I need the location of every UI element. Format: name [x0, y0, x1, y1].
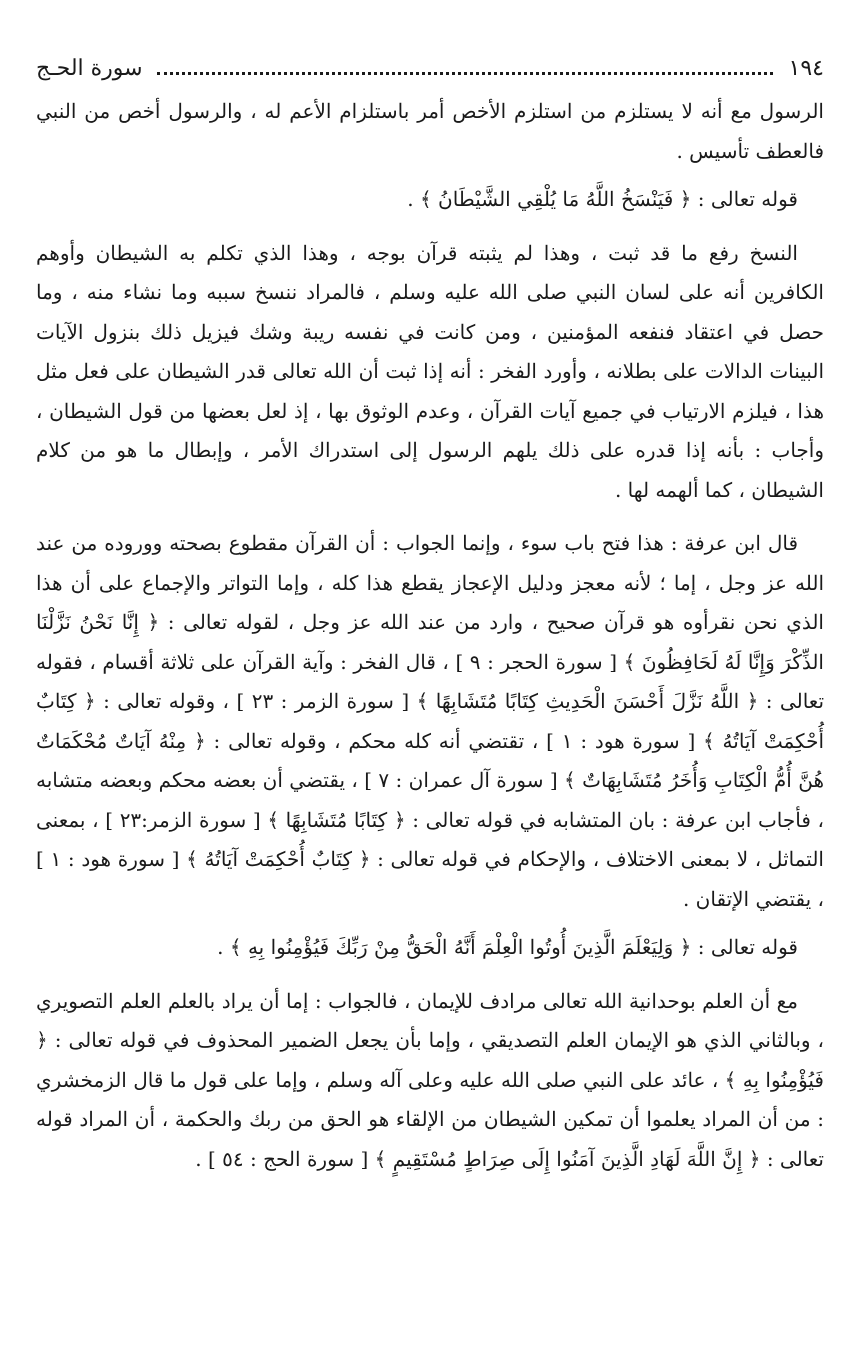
verse-heading-2: قوله تعالى : ﴿ وَلِيَعْلَمَ الَّذِينَ أُوتُوا الْعِلْمَ أَنَّهُ الْحَقُّ مِنْ رَبِّكَ فَيُؤْمِنُوا بِهِ ﴾ . — [217, 935, 798, 959]
paragraph-ilm: مع أن العلم بوحدانية الله تعالى مرادف للإيمان ، فالجواب : إما أن يراد بالعلم العلم التصويري ، وبالثاني الذي هو الإيمان العلم التصديقي ، وإما بأن يجعل الضمير المحذوف في قوله تعالى : ﴿ فَيُؤْمِنُوا بِهِ ﴾ ، عائد على النبي صلى الله عليه وعلى آله وسلم ، وإما على قول ما قال الزمخشري : من أن المراد يعلموا أن تمكين الشيطان من الإلقاء هو الحق من ربك والحكمة ، أن المراد قوله تعالى : ﴿ إِنَّ اللَّهَ لَهَادِ الَّذِينَ آمَنُوا إِلَى صِرَاطٍ مُسْتَقِيمٍ ﴾ [ سورة الحج : ٥٤ ] . — [36, 988, 824, 1171]
page-number: ١٩٤ — [788, 56, 824, 81]
paragraph-ibn-arafa: قال ابن عرفة : هذا فتح باب سوء ، وإنما الجواب : أن القرآن مقطوع بصحته ووروده من عند الله عز وجل ، إما ؛ لأنه معجز ودليل الإعجاز يقطع هذا كله ، وإما التواتر والإجماع على أن هذا الذي نحن نقرأوه هو قرآن صحيح ، وارد من عند الله عز وجل ، لقوله تعالى : ﴿ إِنَّا نَحْنُ نَزَّلْنَا الذِّكْرَ وَإِنَّا لَهُ لَحَافِظُونَ ﴾ [ سورة الحجر : ٩ ] ، قال الفخر : وآية القرآن على ثلاثة أقسام ، فقوله تعالى : ﴿ اللَّهُ نَزَّلَ أَحْسَنَ الْحَدِيثِ كِتَابًا مُتَشَابِهًا ﴾ [ سورة الزمر : ٢٣ ] ، وقوله تعالى : ﴿ كِتَابٌ أُحْكِمَتْ آيَاتُهُ ﴾ [ سورة هود : ١ ] ، تقتضي أنه كله محكم ، وقوله تعالى : ﴿ مِنْهُ آيَاتٌ مُحْكَمَاتٌ هُنَّ أُمُّ الْكِتَابِ وَأُخَرُ مُتَشَابِهَاتٌ ﴾ [ سورة آل عمران : ٧ ] ، يقتضي أن بعضه محكم وبعضه متشابه ، فأجاب ابن عرفة : بان المتشابه في قوله تعالى : ﴿ كِتَابًا مُتَشَابِهًا ﴾ [ سورة الزمر:٢٣ ] ، بمعنى التماثل ، لا بمعنى الاختلاف ، والإحكام في قوله تعالى : ﴿ كِتَابٌ أُحْكِمَتْ آيَاتُهُ ﴾ [ سورة هود : ١ ] ، يقتضي الإتقان . — [36, 531, 825, 911]
verse-heading-1: قوله تعالى : ﴿ فَيَنْسَخُ اللَّهُ مَا يُلْقِي الشَّيْطَانُ ﴾ . — [407, 187, 798, 211]
surah-title: سورة الحـج — [36, 56, 143, 81]
paragraph-continuation: الرسول مع أنه لا يستلزم من استلزم الأخص أمر باستلزام الأعم له ، والرسول أخص من النبي فالعطف تأسيس . — [36, 99, 824, 163]
book-page — [36, 52, 824, 1179]
header-dotted-leader — [157, 72, 773, 75]
paragraph-naskh: النسخ رفع ما قد ثبت ، وهذا لم يثبته قرآن بوجه ، وهذا الذي تكلم به الشيطان وأوهم الكافرين أنه على لسان النبي صلى الله عليه وسلم ، فالمراد ننسخ سببه وما نشاء منه ، وما حصل في اعتقاد فنفعه المؤمنين ، ومن كانت في نفسه ريبة وشك فيزيل ذلك بنزول الآيات البينات الدالات على بطلانه ، وأورد الفخر : أنه إذا ثبت أن الله تعالى قدر الشيطان على فعل مثل هذا ، فيلزم الارتياب في جميع آيات القرآن ، وعدم الوثوق بها ، إذ لعل بعضها من قول الشيطان ، وأجاب : بأنه إذا قدره على ذلك يلهم الرسول إلى استدراك الأمر ، وإبطال ما هو من كلام الشيطان ، كما ألهمه لها . — [36, 240, 824, 502]
page-header — [36, 52, 824, 92]
